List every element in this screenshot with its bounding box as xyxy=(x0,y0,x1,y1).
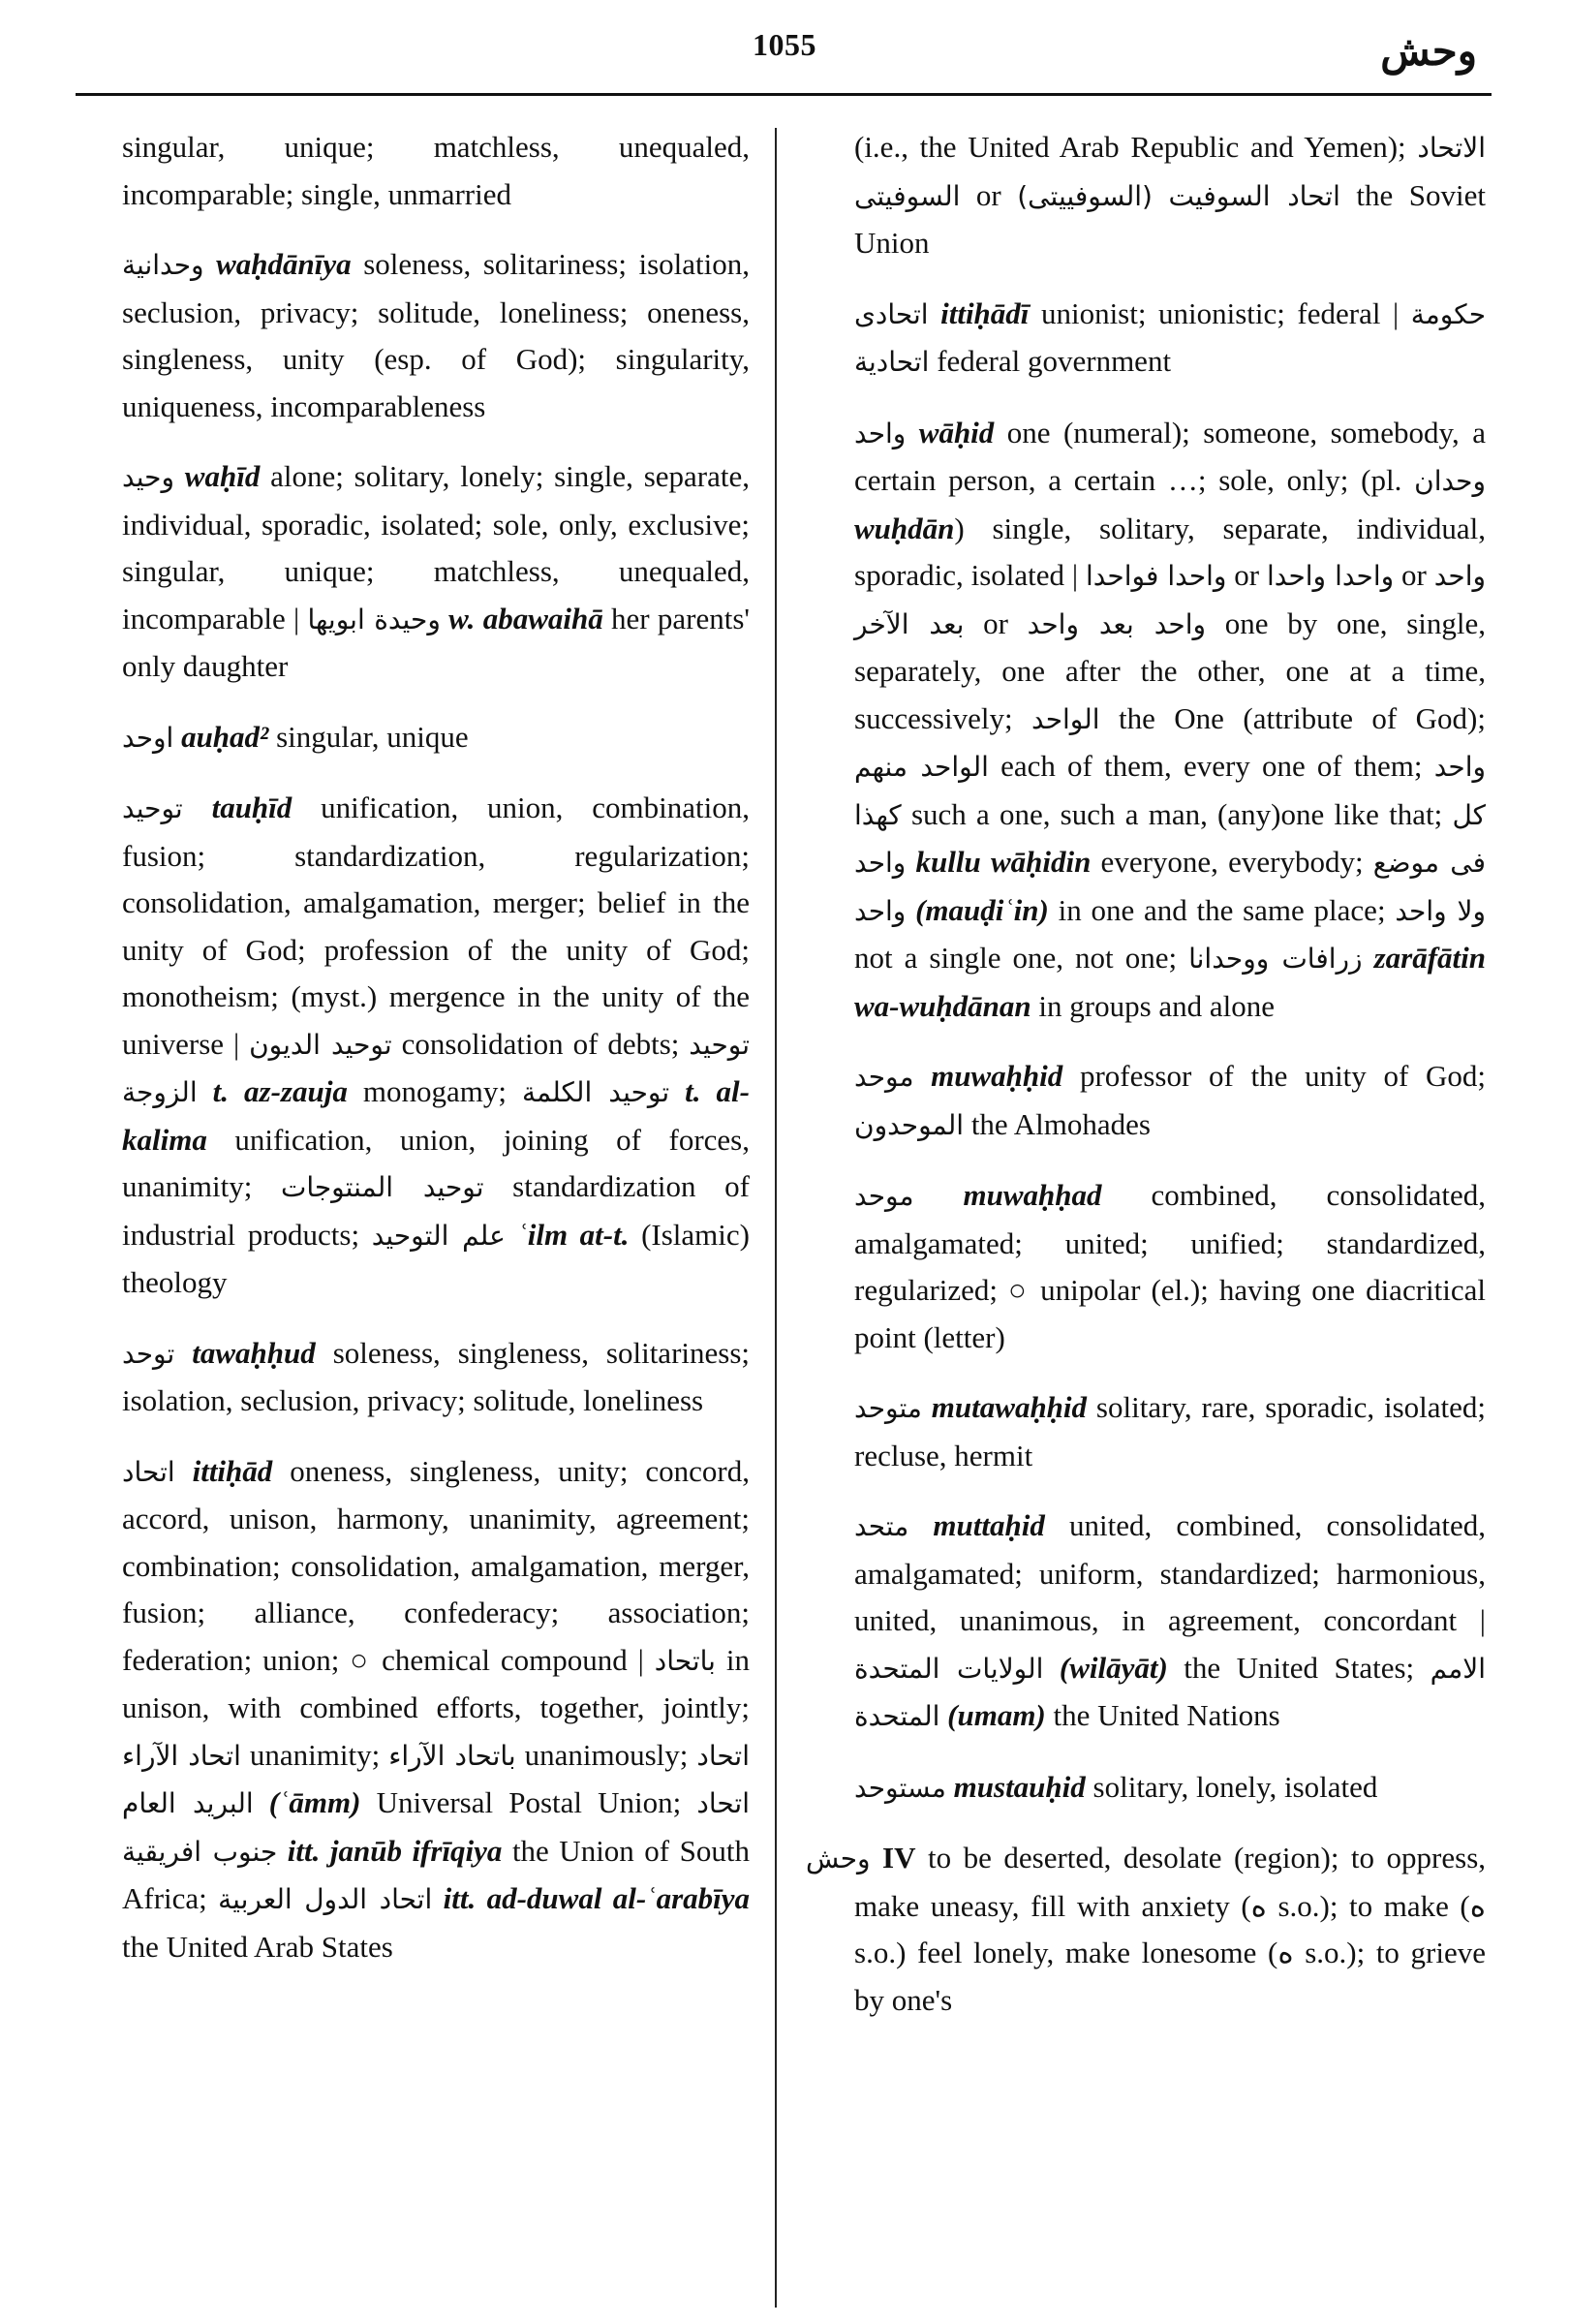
transliteration: waḥīd xyxy=(184,459,261,493)
transliteration: mustauḥid xyxy=(953,1769,1086,1804)
arabic-phrase: الموحدون xyxy=(854,1108,965,1141)
arabic-phrase: اتحاد الدول العربية xyxy=(218,1883,433,1915)
definition: everyone, everybody; xyxy=(1091,845,1373,879)
definition: the Union of South Africa; xyxy=(122,1833,750,1915)
arabic-headword: وحيد xyxy=(122,461,174,493)
definition: alone; solitary, lonely; single, separate, individual, sporadic, isolated; sole, only, exclusive; singular, unique; matchless, unequaled, incomparable | xyxy=(122,459,751,635)
arabic-phrase: واحد بعد واحد xyxy=(1027,607,1207,640)
arabic-headword: اتحادى xyxy=(854,297,929,330)
definition: unification, union, combination, fusion; standardization, regularization; consolidation, amalgamation, merger; belief in the unity of God; profession of the unity of God; monotheism; (myst.) mergence in the unity of the universe | xyxy=(122,790,750,1061)
transliteration: t. az-zauja xyxy=(212,1074,348,1108)
entry-continuation-ittihad: (i.e., the United Arab Republic and Yemen); الاتحاد السوفيتى or اتحاد السوفيت (السوفييتى) the Soviet Union xyxy=(854,130,1486,260)
definition: to be deserted, desolate (region); to oppress, make uneasy, fill with anxiety (ه s.o.); to make (ه s.o.) feel lonely, make lonesome (ه s.o.); to grieve by one's xyxy=(854,1841,1487,2017)
entry-ittihadi xyxy=(854,291,1486,387)
definition: the Almohades xyxy=(964,1106,1151,1141)
transliteration: muwaḥḥid xyxy=(931,1059,1063,1093)
arabic-phrase: الواحد xyxy=(1031,702,1100,735)
entry-continuation: singular, unique; matchless, unequaled, incomparable; single, unmarried xyxy=(122,130,750,211)
entry-mutawahhid xyxy=(854,1384,1486,1479)
arabic-headword: توحد xyxy=(122,1337,175,1370)
arabic-phrase: اتحاد جنوب افريقية xyxy=(122,1787,751,1868)
definition: the United States; xyxy=(1167,1650,1431,1685)
definition: consolidation of debts; xyxy=(391,1026,690,1061)
transliteration: muwaḥḥad xyxy=(963,1178,1102,1212)
arabic-phrase: اتحاد البريد العام xyxy=(122,1739,751,1819)
entry-auhad xyxy=(122,714,750,762)
definition: in groups and alone xyxy=(1031,988,1276,1023)
page-number: 1055 xyxy=(753,27,816,62)
arabic-phrase: الامم المتحدة xyxy=(854,1652,1486,1732)
definition: the United Nations xyxy=(1045,1698,1280,1732)
arabic-headword: مستوحد xyxy=(854,1771,946,1804)
arabic-phrase: كل واحد xyxy=(854,798,1486,879)
entry-wahdaniya xyxy=(122,241,750,430)
arabic-phrase: (السوفييتى) xyxy=(1017,179,1153,212)
definition: the One (attribute of God); xyxy=(1099,700,1486,735)
definition: one by one, single, separately, one after the other, one at a time, successively; xyxy=(854,605,1487,735)
entry-tawahhud xyxy=(122,1330,750,1425)
definition: united, combined, consolidated, amalgamated; uniform, standardized; harmonious, united, unanimous, in agreement, concordant | xyxy=(854,1508,1486,1637)
entry-wahid xyxy=(122,453,750,691)
arabic-root: وحش xyxy=(806,1843,871,1875)
definition: oneness, singleness, unity; concord, accord, unison, harmony, unanimity, agreement; combination; consolidation, amalgamation, merger, fusion; alliance, confederacy; association; federation; union; ○ chemical compound | xyxy=(122,1453,751,1677)
transliteration: mutawaḥḥid xyxy=(931,1390,1088,1424)
arabic-phrase: اتحاد الآراء xyxy=(122,1739,241,1772)
definition: such a one, such a man, (any)one like that; xyxy=(901,796,1453,831)
definition: solitary, lonely, isolated xyxy=(1085,1769,1378,1804)
entry-tauhid xyxy=(122,785,750,1307)
column-divider xyxy=(775,128,777,2308)
entry-muwahhid xyxy=(854,1053,1486,1149)
arabic-phrase: الولايات المتحدة xyxy=(854,1652,1044,1685)
transliteration: (wilāyāt) xyxy=(1059,1650,1168,1685)
arabic-headword: اوحد xyxy=(122,721,174,754)
arabic-phrase: واحدا واحدا xyxy=(1266,560,1395,592)
transliteration: itt. janūb ifrīqiya xyxy=(287,1833,503,1868)
running-head: وحش xyxy=(1380,30,1477,75)
definition: in one and the same place; xyxy=(1048,892,1396,927)
arabic-phrase: توحيد الزوجة xyxy=(122,1028,751,1108)
transliteration: kullu wāḥidin xyxy=(915,845,1092,879)
definition: one (numeral); someone, somebody, a certain person, a certain …; sole, only; (pl. xyxy=(854,415,1486,497)
transliteration: zarāfātin wa-wuḥdānan xyxy=(854,941,1486,1023)
right-column xyxy=(806,124,1487,2047)
definition: each of them, every one of them; xyxy=(988,749,1434,783)
definition: (Islamic) theology xyxy=(122,1217,750,1299)
transliteration: wuḥdān xyxy=(854,511,955,545)
arabic-phrase: باتحاد xyxy=(654,1644,716,1677)
arabic-headword: واحد xyxy=(854,417,907,449)
definition: her parents' only daughter xyxy=(122,601,751,683)
verb-form-numeral: IV xyxy=(882,1841,916,1875)
transliteration: ittiḥād xyxy=(192,1453,273,1488)
arabic-phrase: علم التوحيد xyxy=(371,1219,506,1252)
transliteration: w. abawaihā xyxy=(448,601,603,635)
definition: unanimity; xyxy=(240,1737,389,1772)
transliteration: muttaḥid xyxy=(933,1508,1045,1542)
transliteration: wāḥid xyxy=(918,415,995,449)
transliteration: tauḥīd xyxy=(211,790,292,824)
definition: standardization of industrial products; xyxy=(122,1169,750,1252)
entry-root-wahasha xyxy=(806,1835,1486,2024)
definition: not a single one, not one; xyxy=(854,941,1189,975)
definition: the United Arab States xyxy=(122,1929,393,1964)
definition: Universal Postal Union; xyxy=(360,1785,697,1819)
arabic-headword: موحد xyxy=(854,1180,914,1212)
transliteration: t. al-kalima xyxy=(122,1074,750,1157)
transliteration: (mauḍiʿin) xyxy=(915,892,1049,927)
definition: solitary, rare, sporadic, isolated; recluse, hermit xyxy=(854,1390,1486,1472)
arabic-phrase: توحيد الكلمة xyxy=(522,1076,670,1108)
header-rule xyxy=(76,93,1492,96)
definition: ) single, solitary, separate, individual, sporadic, isolated | xyxy=(854,511,1486,592)
transliteration: itt. ad-duwal al-ʿarabīya xyxy=(443,1881,751,1915)
transliteration: ʿilm at-t. xyxy=(517,1217,630,1252)
arabic-phrase: زرافات ووحدانا xyxy=(1188,943,1363,975)
arabic-headword: وحدانية xyxy=(122,249,204,281)
entry-wahid-one: واحد wāḥid one (numeral); someone, somebody, a certain person, a certain …; sole, only; (pl. وحدان wuḥdān) single, solitary, separate, individual, sporadic, isolated | واحدا فواحدا or واحدا واحدا or واحد بعد الآخر or واحد بعد واحد one by one, single, separately, one after the other, one at a time, successively; الواحد the One (attribute of God); الواحد منهم each of them, every one of them; واحد كهذا such a one, such a man, (any)one like that; كل واحد kullu wāḥidin everyone, everybody; فى موضع واحد (mauḍiʿin) in one and the same place; ولا واحد not a single one, not one; زرافات ووحدانا zarāfātin wa-wuḥdānan in groups and alone xyxy=(854,415,1487,1023)
transliteration: auḥad² xyxy=(181,719,269,754)
definition: in unison, with combined efforts, together, jointly; xyxy=(122,1642,750,1724)
arabic-headword: اتحاد xyxy=(122,1455,175,1488)
transliteration: (umam) xyxy=(947,1698,1046,1732)
definition: professor of the unity of God; xyxy=(1062,1059,1486,1093)
arabic-phrase: اتحاد السوفيت xyxy=(1168,179,1340,212)
definition: unionist; unionistic; federal | xyxy=(1029,295,1411,330)
arabic-phrase: وحدان xyxy=(1414,465,1486,497)
arabic-phrase: ولا واحد xyxy=(1395,894,1487,927)
arabic-phrase: واحد بعد الآخر xyxy=(854,560,1486,640)
arabic-phrase: توحيد الديون xyxy=(249,1028,392,1061)
transliteration: ittiḥādī xyxy=(940,295,1030,330)
definition: federal government xyxy=(929,344,1172,378)
transliteration: waḥdānīya xyxy=(216,247,352,281)
arabic-phrase: واحدا فواحدا xyxy=(1085,560,1227,592)
definition: soleness, solitariness; isolation, seclusion, privacy; solitude, loneliness; oneness, singleness, unity (esp. of God); singularity, uniqueness, incomparableness xyxy=(122,247,751,423)
left-column xyxy=(122,124,750,1994)
entry-ittihad xyxy=(122,1448,750,1971)
arabic-headword: متحد xyxy=(854,1510,909,1542)
definition: monogamy; xyxy=(347,1074,522,1108)
arabic-headword: موحد xyxy=(854,1061,914,1093)
entry-mustauhid xyxy=(854,1764,1486,1813)
arabic-phrase: باتحاد الآراء xyxy=(388,1739,516,1772)
arabic-phrase: حكومة اتحادية xyxy=(854,297,1486,378)
transliteration: (ʿāmm) xyxy=(268,1785,361,1819)
definition: soleness, singleness, solitariness; isolation, seclusion, privacy; solitude, loneliness xyxy=(122,1335,751,1417)
arabic-phrase: وحيدة ابويها xyxy=(307,603,441,635)
arabic-headword: متوحد xyxy=(854,1392,922,1424)
arabic-headword: توحيد xyxy=(122,792,183,824)
definition: the Soviet Union xyxy=(854,177,1486,260)
arabic-phrase: توحيد المنتوجات xyxy=(280,1171,484,1203)
entry-muwahhad xyxy=(854,1172,1486,1361)
arabic-phrase: واحد كهذا xyxy=(854,751,1487,831)
entry-muttahid xyxy=(854,1503,1486,1741)
definition: unanimously; xyxy=(515,1737,697,1772)
definition: unification, union, joining of forces, unanimity; xyxy=(122,1122,750,1203)
arabic-phrase: فى موضع واحد xyxy=(854,847,1487,927)
definition: combined, consolidated, amalgamated; united; unified; standardized, regularized; ○ unipolar (el.); having one diacritical point (letter) xyxy=(854,1178,1486,1354)
arabic-phrase: الواحد منهم xyxy=(854,751,989,783)
definition: singular, unique xyxy=(268,719,469,754)
transliteration: tawaḥḥud xyxy=(192,1335,316,1370)
arabic-phrase: الاتحاد السوفيتى xyxy=(854,132,1486,212)
